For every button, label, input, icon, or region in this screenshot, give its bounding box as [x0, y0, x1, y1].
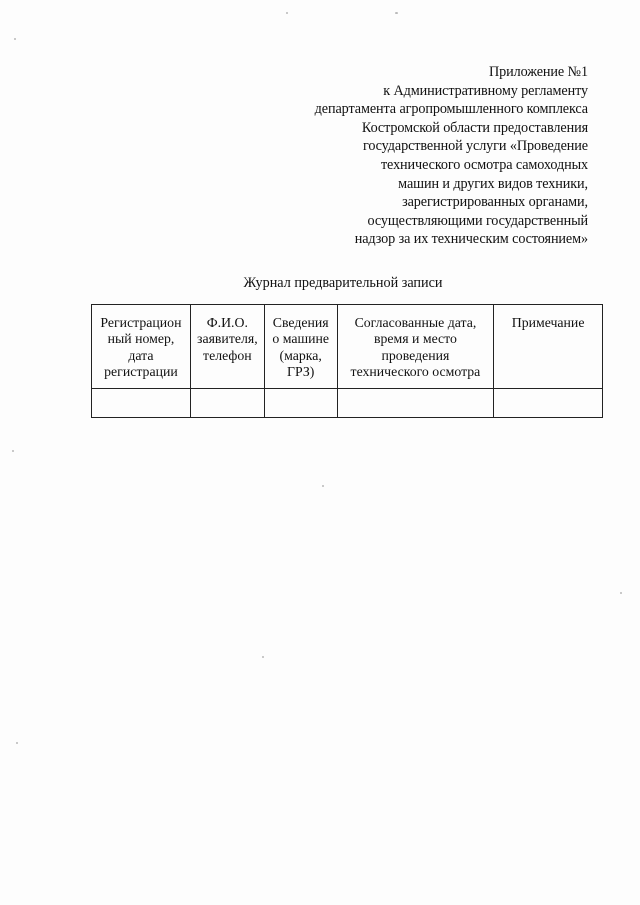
table-cell	[494, 389, 603, 418]
header-text-line: телефон	[203, 347, 252, 363]
column-header-applicant	[190, 305, 264, 389]
header-text-line: Примечание	[511, 315, 585, 330]
column-header-registration	[92, 305, 191, 389]
scan-speck	[12, 450, 14, 452]
header-text-line: Регистрацион	[100, 315, 182, 330]
header-text-line: проведения	[381, 347, 450, 363]
header-line: Костромской области предоставления	[361, 119, 588, 136]
header-text-line: о машине	[272, 331, 330, 347]
table-header-row	[92, 305, 603, 389]
header-text-line: время и место	[373, 331, 457, 347]
header-line: департамента агропромышленного комплекса	[314, 101, 588, 118]
table-cell	[337, 389, 494, 418]
header-text-line: (марка,	[279, 347, 322, 363]
header-line: надзор за их техническим состоянием»	[354, 231, 588, 248]
table-row	[92, 389, 603, 418]
header-line: машин и других видов техники,	[398, 175, 588, 192]
document-title: Журнал предварительной записи	[243, 275, 443, 291]
header-line: Приложение №1	[488, 64, 588, 80]
header-text-line: технического осмотра	[350, 364, 481, 380]
header-text-line: регистрации	[104, 364, 178, 380]
scan-speck	[286, 12, 288, 14]
header-line: государственной услуги «Проведение	[362, 138, 588, 155]
scan-speck	[16, 742, 18, 744]
header-line: зарегистрированных органами,	[402, 194, 588, 211]
table-cell	[190, 389, 264, 418]
scan-speck	[395, 12, 398, 14]
scan-speck	[262, 656, 264, 658]
scan-speck	[14, 38, 16, 40]
header-line: технического осмотра самоходных	[380, 156, 588, 173]
scan-speck	[620, 592, 622, 594]
scan-speck	[322, 485, 324, 487]
journal-table	[91, 304, 603, 418]
header-line: к Административному регламенту	[383, 82, 588, 99]
header-line: осуществляющими государственный	[367, 212, 588, 229]
header-text-line: Ф.И.О.	[206, 315, 248, 330]
column-header-machine-info	[264, 305, 337, 389]
table-cell	[92, 389, 191, 418]
header-text-line: заявителя,	[197, 331, 258, 347]
table-cell	[264, 389, 337, 418]
appendix-header	[258, 63, 588, 249]
column-header-inspection-schedule	[337, 305, 494, 389]
header-text-line: Согласованные дата,	[354, 315, 477, 330]
header-text-line: дата	[128, 347, 154, 363]
column-header-note	[494, 305, 603, 389]
header-text-line: ный номер,	[107, 331, 175, 347]
header-text-line: ГРЗ)	[287, 364, 315, 380]
header-text-line: Сведения	[272, 315, 329, 330]
